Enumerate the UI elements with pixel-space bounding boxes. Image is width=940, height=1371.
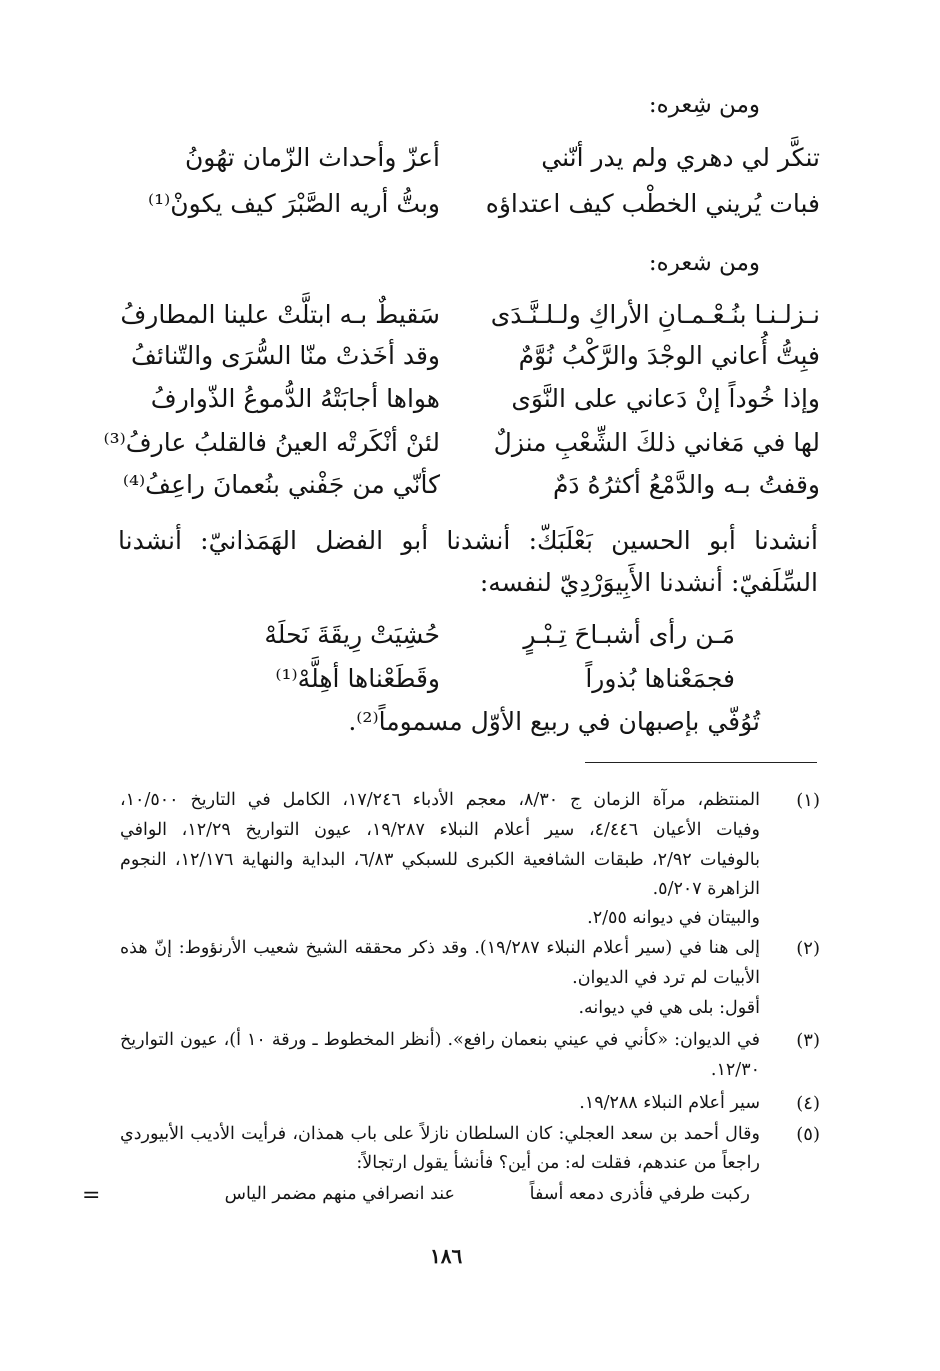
- verse-hemistich-left: وقد أخَذتْ منّا السُّرَى والتّنائفُ: [131, 341, 440, 370]
- footnote-line: في الديوان: «كأني في عيني بنعمان رافع». (أنظر المخطوط ـ ورقة ١٠ أ)، عيون التواريخ: [120, 1030, 760, 1050]
- footnote-line: بالوفيات ٢/٩٢، طبقات الشافعية الكبرى للسبكي ٦/٨٣، البداية والنهاية ١٢/١٧٦، النجوم: [120, 850, 760, 870]
- continuation-mark: =: [82, 1183, 101, 1208]
- footnote-line: وفيات الأعيان ٤/٤٤٦، سير أعلام النبلاء ١٩/٢٨٧، عيون التواريخ ١٢/٢٩، الوافي: [120, 820, 761, 840]
- verse-hemistich-left: وقَطَعْناها أهِلَّهْ⁽¹⁾: [275, 664, 440, 693]
- verse-hemistich-right: وقفتُ بـه والدَّمْعُ أكثرُهُ دَمٌ: [552, 470, 820, 499]
- footnote-number: (٤): [796, 1093, 820, 1114]
- footnote-separator: [585, 762, 817, 763]
- footnote-line: والبيتان في ديوانه ٢/٥٥.: [587, 908, 760, 928]
- footnote-line: الأبيات لم ترد في الديوان.: [572, 968, 760, 988]
- footnote-line: إلى هنا في (سير أعلام النبلاء ١٩/٢٨٧). وقد ذكر محققه الشيخ شعيب الأرنؤوط: إنّ هذه: [120, 938, 761, 958]
- footnote-number: (٢): [796, 938, 820, 959]
- footnote-line: ١٢/٣٠.: [710, 1060, 760, 1080]
- verse-hemistich-left: وبتُّ أريه الصَّبْرَ كيف يكونْ⁽¹⁾: [147, 189, 440, 218]
- verse-hemistich-right: مَـن رأى أشبـاحَ تِـبْـرٍ: [523, 620, 735, 649]
- footnote-line: سير أعلام النبلاء ١٩/٢٨٨.: [579, 1093, 760, 1113]
- footnote-line: المنتظم، مرآة الزمان ج ٨/٣٠، معجم الأدباء ١٧/٢٤٦، الكامل في التاريخ ١٠/٥٠٠،: [120, 790, 760, 810]
- verse-hemistich-right: فبِتُّ أُعاني الوجْدَ والرَّكْبُ نُوَّمٌ: [518, 341, 820, 370]
- verse-hemistich-right: نـزلـنـا بنُـعْـمـانِ الأراكِ ولـلـنَّـدَى: [490, 300, 820, 329]
- prose-line: أنشدنا أبو الحسين بَعْلَبَكّ: أنشدنا أبو الفضل الهَمَذانيّ: أنشدنا: [118, 526, 818, 555]
- verse-hemistich-left: لئنْ أنْكَرتْه العينُ فالقلبُ عارفُ⁽³⁾: [103, 428, 440, 457]
- footnote-line: أقول: بلى هي في ديوانه.: [578, 998, 760, 1018]
- footnote-verse-right: ركبت طرفي فأذرى دمعه أسفاً: [529, 1184, 750, 1204]
- prose-line: السِّلَفيّ: أنشدنا الأَبِيوَرْدِيّ لنفسه:: [479, 568, 818, 597]
- footnote-line: الزاهرة ٥/٢٠٧.: [652, 879, 760, 899]
- verse-hemistich-right: فجمَعْناها بُذوراً: [585, 664, 735, 693]
- footnote-verse-left: عند انصرافي منهم مضمر الياس: [224, 1184, 455, 1204]
- verse-hemistich-left: حُشِيَتْ رِيقَةَ نَحلَهْ: [264, 620, 440, 649]
- verse-hemistich-left: سَقيطٌ بـه ابتلَّتْ علينا المطارفُ: [120, 300, 440, 329]
- page-number: ١٨٦: [430, 1244, 463, 1268]
- footnote-line: راجعاً من عندهم، فقلت له: من أين؟ فأنشأ يقول ارتجالاً:: [356, 1153, 760, 1173]
- footnote-number: (٥): [796, 1124, 820, 1145]
- verse-hemistich-right: لها في مَغاني ذلكَ الشِّعْبِ منزلٌ: [493, 428, 820, 457]
- footnote-number: (١): [796, 790, 820, 811]
- verse-hemistich-right: تنكَّر لي دهري ولم يدر أنّني: [541, 143, 820, 172]
- verse-hemistich-left: أعزّ وأحداث الزّمان تهُونُ: [184, 143, 440, 172]
- death-note-line: تُوُفّي بإصبهان في ربيع الأوّل مسموماً⁽²⁾.: [348, 707, 760, 736]
- footnote-line: وقال أحمد بن سعد العجلي: كان السلطان نازلاً على باب همذان، فرأيت الأديب الأبيوردي: [120, 1124, 760, 1144]
- footnote-number: (٣): [796, 1030, 820, 1051]
- verse-hemistich-left: كأنّي من جَفْني بنُعمانَ راعِفُ⁽⁴⁾: [122, 470, 440, 499]
- verse-hemistich-left: هواها أجابَتْهُ الدُّموعُ الذّوارفُ: [150, 384, 440, 413]
- section-intro: ومن شِعره:: [648, 92, 760, 118]
- verse-hemistich-right: فبات يُريني الخطْب كيف اعتداؤه: [485, 189, 820, 218]
- section-intro: ومن شعره:: [648, 250, 760, 276]
- verse-hemistich-right: وإذا خُوداً إنْ دَعاني على النَّوَى: [511, 384, 820, 413]
